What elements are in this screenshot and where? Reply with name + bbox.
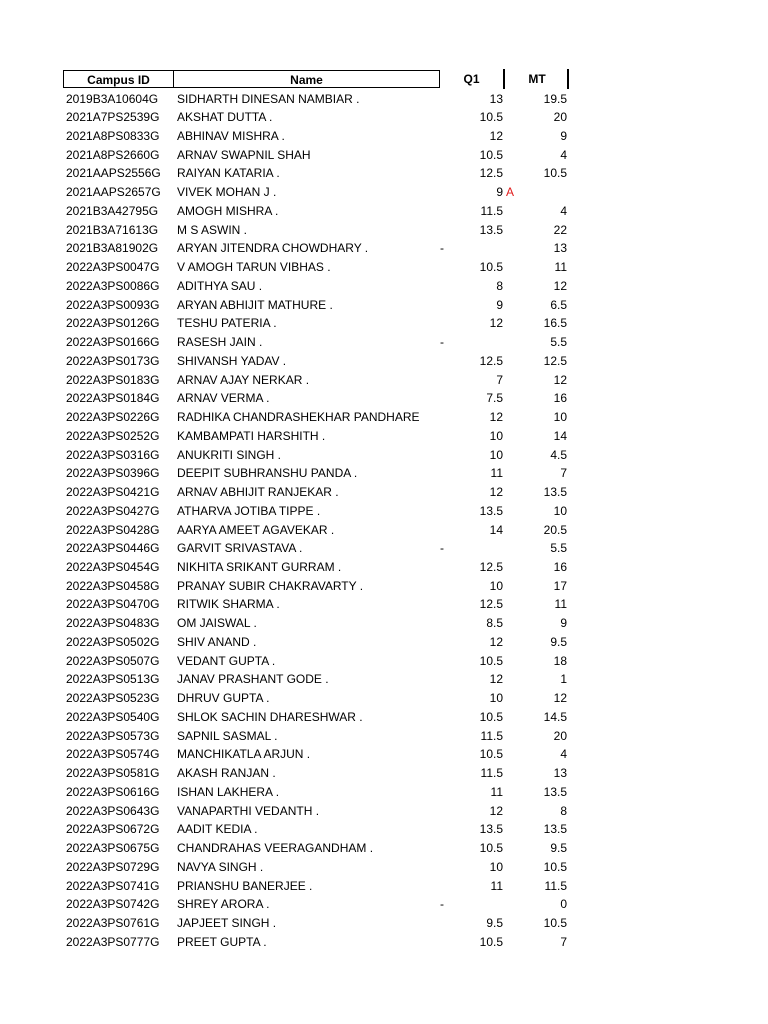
table-row (0, 802, 768, 821)
name-cell: SHREY ARORA . (177, 897, 270, 912)
mt-cell: 16 (553, 560, 567, 574)
name-cell: GARVIT SRIVASTAVA . (177, 541, 303, 556)
name-cell: TESHU PATERIA . (177, 316, 277, 331)
name-cell: PREET GUPTA . (177, 934, 267, 949)
table-row (0, 221, 768, 240)
table-row (0, 652, 768, 671)
mt-cell: 18 (553, 653, 567, 668)
table-row (0, 914, 768, 933)
mt-cell: 7 (560, 934, 567, 949)
q1-cell: 12.5 (479, 560, 503, 574)
table-row (0, 164, 768, 183)
q1-cell: 9 (496, 297, 503, 312)
campus-id-cell: 2021A7PS2539G (66, 110, 160, 125)
mt-cell: 10.5 (543, 916, 567, 931)
mt-cell: 1 (560, 672, 567, 687)
campus-id-cell: 2021AAPS2556G (66, 166, 161, 181)
mt-cell: 10.5 (543, 859, 567, 874)
table-row (0, 146, 768, 165)
campus-id-cell: 2022A3PS0742G (66, 897, 160, 912)
table-row (0, 745, 768, 764)
table-row (0, 258, 768, 277)
table-row (0, 558, 768, 577)
campus-id-cell: 2022A3PS0226G (66, 410, 160, 425)
name-cell: SHIV ANAND . (177, 634, 257, 649)
name-cell: ABHINAV MISHRA . (177, 128, 285, 143)
campus-id-cell: 2022A3PS0446G (66, 541, 160, 556)
q1-cell: 12 (489, 634, 503, 649)
name-cell: ARNAV ABHIJIT RANJEKAR . (177, 485, 339, 500)
q1-cell: 7 (496, 372, 503, 387)
q1-cell: 14 (489, 522, 503, 537)
q1-cell: 13.5 (479, 503, 503, 518)
mt-cell: 20.5 (543, 522, 567, 537)
table-row (0, 633, 768, 652)
mt-cell: 20 (553, 728, 567, 743)
mt-cell: 20 (553, 110, 567, 125)
table-row (0, 877, 768, 896)
table-row (0, 314, 768, 333)
table-row (0, 239, 768, 258)
campus-id-cell: 2022A3PS0093G (66, 297, 160, 312)
table-row (0, 296, 768, 315)
dash-cell: - (440, 335, 444, 350)
name-cell: RADHIKA CHANDRASHEKHAR PANDHARE (177, 410, 420, 425)
name-cell: AMOGH MISHRA . (177, 203, 279, 218)
mt-cell: 13.5 (543, 784, 567, 799)
q1-cell: 13.5 (479, 822, 503, 837)
mt-cell: 4 (560, 203, 567, 218)
q1-cell: 10.5 (479, 934, 503, 949)
campus-id-cell: 2022A3PS0173G (66, 353, 160, 368)
q1-cell: 11.5 (480, 728, 503, 743)
name-cell: ARYAN ABHIJIT MATHURE . (177, 297, 333, 312)
mt-cell: 12.5 (543, 353, 567, 368)
q1-cell: 10.5 (479, 841, 503, 856)
name-cell: ISHAN LAKHERA . (177, 784, 280, 799)
dash-cell: - (440, 241, 444, 256)
table-row (0, 614, 768, 633)
mt-cell: 12 (553, 278, 567, 293)
table-row (0, 183, 768, 202)
campus-id-cell: 2022A3PS0184G (66, 391, 160, 406)
campus-id-cell: 2022A3PS0252G (66, 428, 160, 443)
column-divider (567, 69, 569, 89)
campus-id-cell: 2022A3PS0126G (66, 316, 160, 331)
mt-cell: 7 (560, 466, 567, 481)
name-cell: SHLOK SACHIN DHARESHWAR . (177, 709, 363, 724)
dash-cell: - (440, 897, 444, 912)
table-row (0, 539, 768, 558)
name-cell: OM JAISWAL . (177, 616, 257, 631)
mt-cell: 13 (553, 241, 567, 256)
table-row (0, 895, 768, 914)
table-row (0, 408, 768, 427)
q1-cell: 12 (489, 672, 503, 687)
campus-id-cell: 2022A3PS0741G (66, 878, 160, 893)
q1-cell: 10.5 (479, 110, 503, 125)
q1-cell: 10.5 (479, 747, 503, 762)
mt-cell: 10 (553, 410, 567, 425)
mt-cell: 4.5 (550, 447, 567, 462)
flag-cell: A (506, 185, 515, 200)
name-cell: ARNAV SWAPNIL SHAH (177, 147, 311, 162)
name-cell: AKASH RANJAN . (177, 766, 276, 781)
name-cell: ADITHYA SAU . (177, 278, 263, 293)
q1-cell: 10.5 (479, 709, 503, 724)
campus-id-cell: 2022A3PS0573G (66, 728, 160, 743)
campus-id-cell: 2022A3PS0454G (66, 560, 160, 574)
name-cell: SIDHARTH DINESAN NAMBIAR . (177, 91, 360, 106)
q1-cell: 9.5 (486, 916, 503, 931)
name-cell: VANAPARTHI VEDANTH . (177, 803, 320, 818)
q1-cell: 10.5 (479, 653, 503, 668)
table-row (0, 595, 768, 614)
name-cell: VEDANT GUPTA . (177, 653, 276, 668)
name-cell: SAPNIL SASMAL . (177, 728, 278, 743)
dash-cell: - (440, 541, 444, 556)
q1-cell: 10 (489, 447, 503, 462)
table-row (0, 483, 768, 502)
header-mt: MT (528, 72, 546, 86)
table-row (0, 108, 768, 127)
mt-cell: 14.5 (543, 709, 567, 724)
name-cell: CHANDRAHAS VEERAGANDHAM . (177, 841, 374, 856)
q1-cell: 9 (496, 185, 503, 200)
campus-id-cell: 2022A3PS0761G (66, 916, 160, 931)
q1-cell: 10.5 (479, 260, 503, 275)
mt-cell: 8 (560, 803, 567, 818)
name-cell: ARNAV VERMA . (177, 391, 270, 406)
q1-cell: 11 (490, 878, 503, 893)
name-cell: MANCHIKATLA ARJUN . (177, 747, 311, 762)
q1-cell: 13 (489, 91, 503, 106)
table-row (0, 277, 768, 296)
name-cell: ARNAV AJAY NERKAR . (177, 372, 310, 387)
name-cell: AARYA AMEET AGAVEKAR . (177, 522, 335, 537)
mt-cell: 13 (553, 766, 567, 781)
table-row (0, 839, 768, 858)
mt-cell: 12 (553, 691, 567, 706)
campus-id-cell: 2022A3PS0086G (66, 278, 160, 293)
q1-cell: 10 (489, 578, 503, 593)
campus-id-cell: 2021AAPS2657G (66, 185, 161, 200)
table-row (0, 202, 768, 221)
q1-cell: 12 (489, 803, 503, 818)
name-cell: SHIVANSH YADAV . (177, 353, 287, 368)
campus-id-cell: 2022A3PS0777G (66, 934, 160, 949)
name-cell: NIKHITA SRIKANT GURRAM . (177, 560, 342, 574)
campus-id-cell: 2022A3PS0616G (66, 784, 160, 799)
campus-id-cell: 2022A3PS0396G (66, 466, 160, 481)
mt-cell: 9 (560, 616, 567, 631)
campus-id-cell: 2022A3PS0427G (66, 503, 160, 518)
name-cell: PRANAY SUBIR CHAKRAVARTY . (177, 578, 364, 593)
header-name: Name (173, 70, 440, 88)
mt-cell: 4 (560, 747, 567, 762)
mt-cell: 5.5 (550, 335, 567, 350)
mt-cell: 14 (553, 428, 567, 443)
campus-id-cell: 2022A3PS0502G (66, 634, 160, 649)
q1-cell: 12 (489, 128, 503, 143)
name-cell: NAVYA SINGH . (177, 859, 264, 874)
name-cell: RITWIK SHARMA . (177, 597, 280, 612)
name-cell: DHRUV GUPTA . (177, 691, 270, 706)
table-row (0, 90, 768, 109)
mt-cell: 4 (560, 147, 567, 162)
table-row (0, 127, 768, 146)
campus-id-cell: 2022A3PS0166G (66, 335, 160, 350)
name-cell: DEEPIT SUBHRANSHU PANDA . (177, 466, 358, 481)
campus-id-cell: 2022A3PS0470G (66, 597, 160, 612)
table-row (0, 764, 768, 783)
table-row (0, 933, 768, 952)
name-cell: ANUKRITI SINGH . (177, 447, 282, 462)
campus-id-cell: 2022A3PS0458G (66, 578, 160, 593)
q1-cell: 8 (496, 278, 503, 293)
mt-cell: 9 (560, 128, 567, 143)
table-row (0, 708, 768, 727)
table-row (0, 577, 768, 596)
name-cell: AADIT KEDIA . (177, 822, 258, 837)
campus-id-cell: 2022A3PS0183G (66, 372, 160, 387)
mt-cell: 5.5 (550, 541, 567, 556)
campus-id-cell: 2019B3A10604G (66, 91, 159, 106)
mt-cell: 22 (553, 222, 567, 237)
table-row (0, 820, 768, 839)
campus-id-cell: 2021B3A81902G (66, 241, 159, 256)
table-row (0, 502, 768, 521)
mt-cell: 11.5 (544, 878, 567, 893)
mt-cell: 17 (553, 578, 567, 593)
campus-id-cell: 2022A3PS0574G (66, 747, 160, 762)
mt-cell: 13.5 (543, 822, 567, 837)
campus-id-cell: 2022A3PS0507G (66, 653, 160, 668)
name-cell: VIVEK MOHAN J . (177, 185, 277, 200)
table-row (0, 371, 768, 390)
q1-cell: 12 (489, 410, 503, 425)
q1-cell: 12.5 (479, 166, 503, 181)
campus-id-cell: 2022A3PS0672G (66, 822, 160, 837)
table-row (0, 689, 768, 708)
name-cell: ATHARVA JOTIBA TIPPE . (177, 503, 321, 518)
campus-id-cell: 2021A8PS0833G (66, 128, 160, 143)
mt-cell: 19.5 (543, 91, 567, 106)
table-row (0, 727, 768, 746)
table-row (0, 389, 768, 408)
mt-cell: 11 (554, 260, 567, 275)
mt-cell: 9.5 (550, 634, 567, 649)
q1-cell: 13.5 (479, 222, 503, 237)
q1-cell: 11.5 (480, 203, 503, 218)
campus-id-cell: 2021B3A71613G (66, 222, 159, 237)
q1-cell: 12.5 (479, 597, 503, 612)
q1-cell: 11 (490, 784, 503, 799)
q1-cell: 10 (489, 859, 503, 874)
table-row (0, 670, 768, 689)
mt-cell: 10.5 (543, 166, 567, 181)
mt-cell: 11 (554, 597, 567, 612)
campus-id-cell: 2022A3PS0581G (66, 766, 160, 781)
name-cell: AKSHAT DUTTA . (177, 110, 273, 125)
header-campus-id: Campus ID (63, 70, 174, 88)
q1-cell: 7.5 (486, 391, 503, 406)
mt-cell: 16 (553, 391, 567, 406)
mt-cell: 16.5 (543, 316, 567, 331)
table-row (0, 521, 768, 540)
campus-id-cell: 2022A3PS0421G (66, 485, 160, 500)
mt-cell: 9.5 (550, 841, 567, 856)
table-row (0, 333, 768, 352)
name-cell: JANAV PRASHANT GODE . (177, 672, 329, 687)
name-cell: RASESH JAIN . (177, 335, 263, 350)
name-cell: ARYAN JITENDRA CHOWDHARY . (177, 241, 369, 256)
name-cell: RAIYAN KATARIA . (177, 166, 280, 181)
q1-cell: 11.5 (480, 766, 503, 781)
name-cell: JAPJEET SINGH . (177, 916, 277, 931)
campus-id-cell: 2022A3PS0643G (66, 803, 160, 818)
table-row (0, 858, 768, 877)
table-row (0, 352, 768, 371)
q1-cell: 12 (489, 316, 503, 331)
campus-id-cell: 2022A3PS0729G (66, 859, 160, 874)
header-q1: Q1 (463, 72, 480, 86)
campus-id-cell: 2021A8PS2660G (66, 147, 160, 162)
table-row (0, 783, 768, 802)
campus-id-cell: 2022A3PS0675G (66, 841, 160, 856)
mt-cell: 10 (553, 503, 567, 518)
mt-cell: 12 (553, 372, 567, 387)
campus-id-cell: 2022A3PS0428G (66, 522, 160, 537)
campus-id-cell: 2021B3A42795G (66, 203, 159, 218)
campus-id-cell: 2022A3PS0316G (66, 447, 160, 462)
mt-cell: 13.5 (543, 485, 567, 500)
table-row (0, 446, 768, 465)
name-cell: PRIANSHU BANERJEE . (177, 878, 313, 893)
q1-cell: 10.5 (479, 147, 503, 162)
campus-id-cell: 2022A3PS0523G (66, 691, 160, 706)
campus-id-cell: 2022A3PS0483G (66, 616, 160, 631)
q1-cell: 10 (489, 691, 503, 706)
campus-id-cell: 2022A3PS0540G (66, 709, 160, 724)
q1-cell: 12.5 (479, 353, 503, 368)
name-cell: M S ASWIN . (177, 222, 248, 237)
q1-cell: 8.5 (486, 616, 503, 631)
mt-cell: 6.5 (550, 297, 567, 312)
q1-cell: 12 (489, 485, 503, 500)
q1-cell: 11 (490, 466, 503, 481)
table-row (0, 464, 768, 483)
campus-id-cell: 2022A3PS0047G (66, 260, 160, 275)
q1-cell: 10 (489, 428, 503, 443)
name-cell: KAMBAMPATI HARSHITH . (177, 428, 326, 443)
table-row (0, 427, 768, 446)
mt-cell: 0 (560, 897, 567, 912)
campus-id-cell: 2022A3PS0513G (66, 672, 160, 687)
name-cell: V AMOGH TARUN VIBHAS . (177, 260, 331, 275)
